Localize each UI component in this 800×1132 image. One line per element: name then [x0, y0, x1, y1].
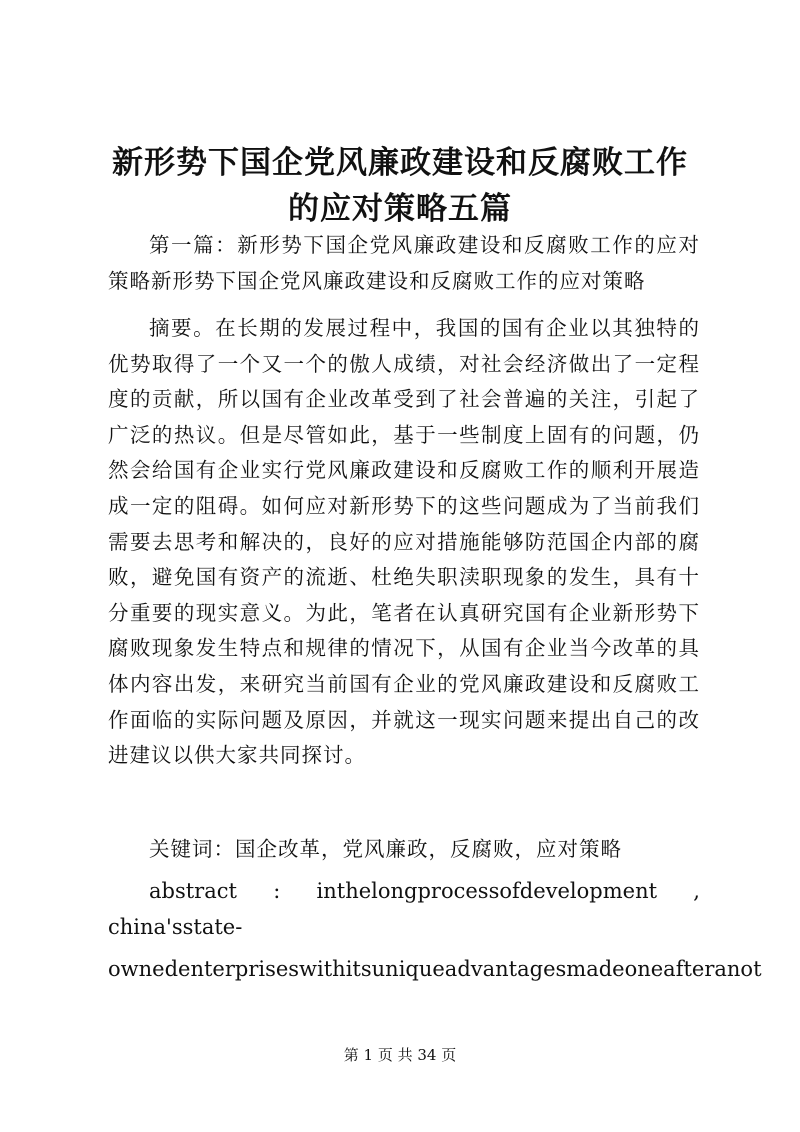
paragraph-keywords [108, 832, 700, 868]
page-footer: 第 1 页 共 34 页 [343, 1046, 457, 1064]
abstract-word: abstract [149, 879, 237, 903]
abstract-line-2: china'sstate- [108, 915, 243, 939]
abstract-comma: , [693, 879, 700, 903]
abstract-line-3: ownedenterpriseswithitsuniqueadvantagesmadeoneafteranot [108, 957, 762, 981]
paragraph-summary [108, 311, 700, 774]
abstract-phrase: inthelongprocessofdevelopment [316, 879, 658, 903]
paragraph-text: 关键词：国企改革，党风廉政，反腐败，应对策略 [149, 837, 622, 861]
paragraph-text: 第一篇：新形势下国企党风廉政建设和反腐败工作的应对策略新形势下国企党风廉政建设和反腐败工作的应对策略 [108, 233, 700, 293]
abstract-colon: : [273, 879, 281, 903]
paragraph-heading [108, 228, 700, 299]
document-title: 新形势下国企党风廉政建设和反腐败工作的应对策略五篇 [112, 145, 688, 227]
abstract-line-1 [108, 874, 700, 910]
paragraph-text: 摘要。在长期的发展过程中，我国的国有企业以其独特的优势取得了一个又一个的傲人成绩，对社会经济做出了一定程度的贡献，所以国有企业改革受到了社会普遍的关注，引起了广泛的热议。但是尽管如此，基于一些制度上固有的问题，仍然会给国有企业实行党风廉政建设和反腐败工作的顺利开展造成一定的阻碍。如何应对新形势下的这些问题成为了当前我们需要去思考和解决的，良好的应对措施能够防范国企内部的腐败，避免国有资产的流逝、杜绝失职渎职现象的发生，具有十分重要的现实意义。为此，笔者在认真研究国有企业新形势下腐败现象发生特点和规律的情况下，从国有企业当今改革的具体内容出发，来研究当前国有企业的党风廉政建设和反腐败工作面临的实际问题及原因，并就这一现实问题来提出自己的改进建议以供大家共同探讨。 [108, 316, 700, 768]
